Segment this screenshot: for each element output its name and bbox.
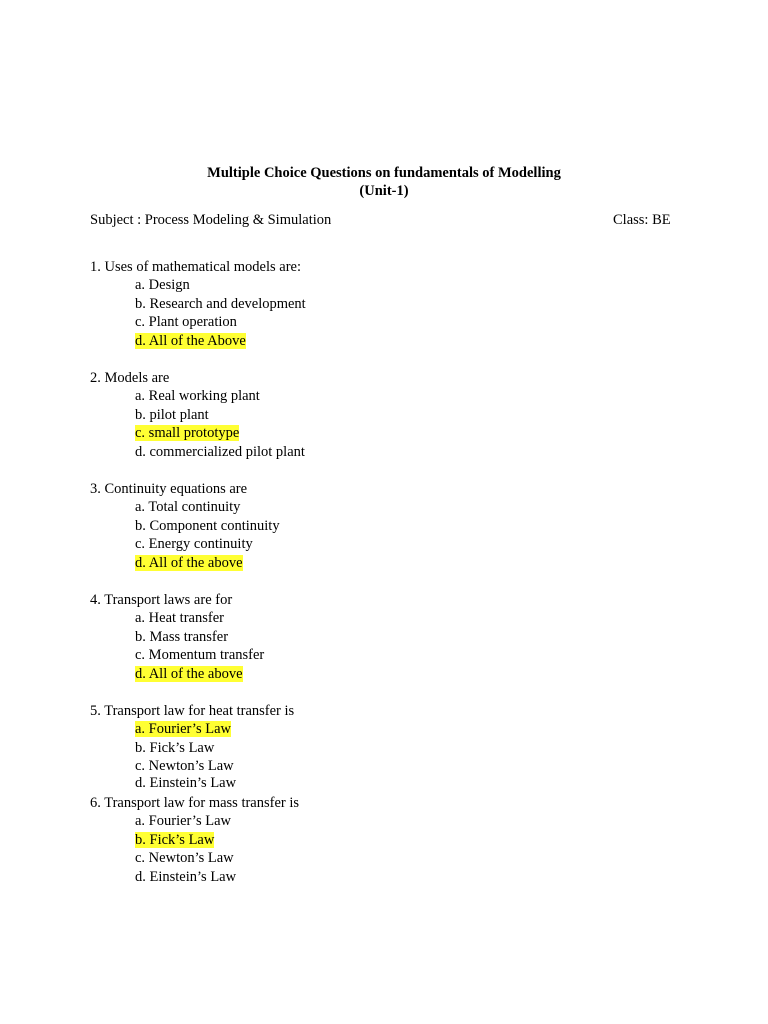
option-text: a. Total continuity [135,499,241,515]
option-list [90,609,264,683]
option-text-highlighted: a. Fourier’s Law [135,721,231,737]
option [90,517,280,536]
document-unit: (Unit-1) [359,183,409,199]
question-6 [90,794,299,886]
option [90,535,280,554]
option [90,387,305,406]
option [90,276,306,295]
option-text: b. pilot plant [135,406,209,423]
option-text: d. Einstein’s Law [135,868,237,885]
option [90,812,299,831]
option-text: c. Newton’s Law [135,850,234,866]
option-answer [90,554,280,573]
option-text-highlighted: d. All of the above [135,665,243,682]
option-text: b. Fick’s Law [135,739,215,756]
option-text: c. Newton’s Law [135,758,234,774]
option-text: c. Momentum transfer [135,647,265,663]
option-answer [90,424,305,443]
question-text: 3. Continuity equations are [90,481,248,497]
option-text-highlighted: d. All of the Above [135,332,246,349]
question-text: 4. Transport laws are for [90,592,233,608]
option [90,295,306,314]
option [90,609,264,628]
option-answer [90,665,264,684]
option [90,868,299,887]
question-text: 5. Transport law for heat transfer is [90,703,295,719]
option [90,774,294,793]
option-text-highlighted: b. Fick’s Law [135,831,215,848]
option-text: a. Design [135,277,190,293]
option [90,313,306,332]
option-text-highlighted: c. small prototype [135,425,240,441]
option-list [90,720,294,793]
question-text: 6. Transport law for mass transfer is [90,795,300,811]
option [90,628,264,647]
option-text: b. Research and development [135,295,306,312]
question-text: 2. Models are [90,370,170,386]
option [90,498,280,517]
option-text: a. Real working plant [135,388,260,404]
option-list [90,812,299,886]
option-answer [90,720,294,739]
document-title: Multiple Choice Questions on fundamentals of Modelling [207,165,561,181]
question-text: 1. Uses of mathematical models are: [90,259,301,275]
option [90,739,294,758]
option [90,757,294,774]
option-list [90,276,306,350]
question-3 [90,480,280,572]
question-4 [90,591,264,683]
option-answer [90,332,306,351]
question-1 [90,258,306,350]
option [90,406,305,425]
option-text: a. Fourier’s Law [135,813,231,829]
option [90,443,305,462]
class-label: Class: BE [613,212,671,228]
option-text: c. Plant operation [135,314,237,330]
option-text: a. Heat transfer [135,610,224,626]
option-text: d. Einstein’s Law [135,775,237,791]
option-text: c. Energy continuity [135,536,253,552]
option-text: b. Mass transfer [135,628,229,645]
option-text: b. Component continuity [135,517,280,534]
subject-label: Subject : Process Modeling & Simulation [90,212,332,228]
option [90,849,299,868]
option-text: d. commercialized pilot plant [135,443,305,460]
option-text-highlighted: d. All of the above [135,554,243,571]
option-list [90,387,305,461]
question-2 [90,369,305,461]
option [90,646,264,665]
option-list [90,498,280,572]
option-answer [90,831,299,850]
question-5 [90,702,294,793]
